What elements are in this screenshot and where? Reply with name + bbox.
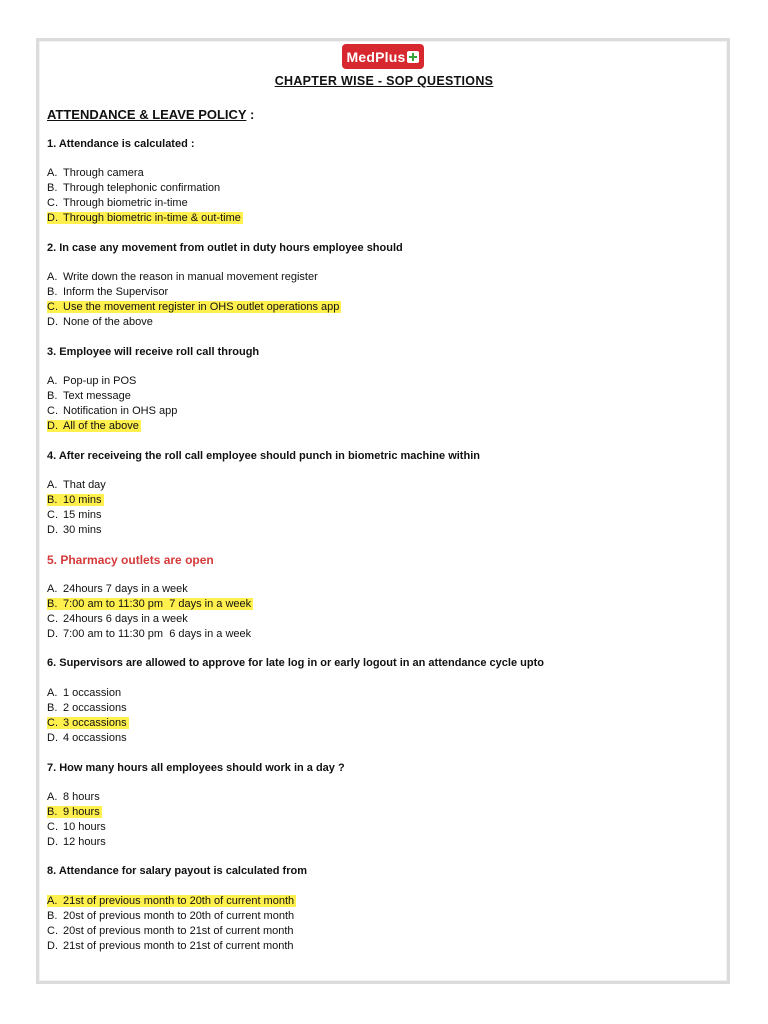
question-7: 7. How many hours all employees should work in a day ? bbox=[47, 762, 345, 774]
document-title: CHAPTER WISE - SOP QUESTIONS bbox=[274, 74, 494, 88]
option-7b-answer: B. 9 hours bbox=[47, 806, 100, 818]
option-2c-answer: C. Use the movement register in OHS outlet operations app bbox=[47, 301, 340, 313]
document-page bbox=[36, 38, 730, 984]
option-4b-answer: B. 10 mins bbox=[47, 494, 102, 506]
question-8: 8. Attendance for salary payout is calculated from bbox=[47, 865, 308, 877]
option-7c: C. 10 hours bbox=[47, 821, 106, 833]
question-4: 4. After receiveing the roll call employee should punch in biometric machine within bbox=[47, 450, 480, 462]
option-2b: B. Inform the Supervisor bbox=[47, 286, 169, 298]
option-3c: C. Notification in OHS app bbox=[47, 405, 178, 417]
option-5d: D. 7:00 am to 11:30 pm 6 days in a week bbox=[47, 628, 252, 640]
option-2a: A. Write down the reason in manual movement register bbox=[47, 271, 318, 283]
option-4c: C. 15 mins bbox=[47, 509, 102, 521]
question-3: 3. Employee will receive roll call through bbox=[47, 346, 260, 358]
question-1: 1. Attendance is calculated : bbox=[47, 138, 195, 150]
section-title-text: ATTENDANCE & LEAVE POLICY bbox=[47, 107, 247, 122]
option-1b: B. Through telephonic confirmation bbox=[47, 182, 221, 194]
option-5a: A. 24hours 7 days in a week bbox=[47, 583, 188, 595]
option-3a: A. Pop-up in POS bbox=[47, 375, 137, 387]
option-7d: D. 12 hours bbox=[47, 836, 106, 848]
option-1a: A. Through camera bbox=[47, 167, 144, 179]
option-6d: D. 4 occassions bbox=[47, 732, 127, 744]
option-3b: B. Text message bbox=[47, 390, 131, 402]
option-2d: D. None of the above bbox=[47, 316, 153, 328]
question-5: 5. Pharmacy outlets are open bbox=[47, 553, 214, 567]
option-1c: C. Through biometric in-time bbox=[47, 197, 188, 209]
question-6: 6. Supervisors are allowed to approve for late log in or early logout in an attendance cycle upto bbox=[47, 657, 544, 669]
option-8b: B. 20st of previous month to 20th of current month bbox=[47, 910, 295, 922]
option-4a: A. That day bbox=[47, 479, 106, 491]
option-1d-answer: D. Through biometric in-time & out-time bbox=[47, 212, 241, 224]
option-4d: D. 30 mins bbox=[47, 524, 102, 536]
option-6a: A. 1 occassion bbox=[47, 687, 122, 699]
option-8d: D. 21st of previous month to 21st of current month bbox=[47, 940, 294, 952]
option-3d-answer: D. All of the above bbox=[47, 420, 139, 432]
medical-cross-icon bbox=[407, 51, 419, 63]
option-8c: C. 20st of previous month to 21st of current month bbox=[47, 925, 294, 937]
option-5c: C. 24hours 6 days in a week bbox=[47, 613, 188, 625]
logo-text: MedPlus bbox=[346, 48, 406, 65]
section-title-suffix: : bbox=[246, 107, 255, 122]
option-6c-answer: C. 3 occassions bbox=[47, 717, 127, 729]
option-7a: A. 8 hours bbox=[47, 791, 100, 803]
option-8a-answer: A. 21st of previous month to 20th of current month bbox=[47, 895, 295, 907]
medplus-logo bbox=[342, 44, 424, 69]
option-5b-answer: B. 7:00 am to 11:30 pm 7 days in a week bbox=[47, 598, 252, 610]
question-2: 2. In case any movement from outlet in duty hours employee should bbox=[47, 242, 403, 254]
option-6b: B. 2 occassions bbox=[47, 702, 127, 714]
section-title bbox=[47, 107, 254, 122]
